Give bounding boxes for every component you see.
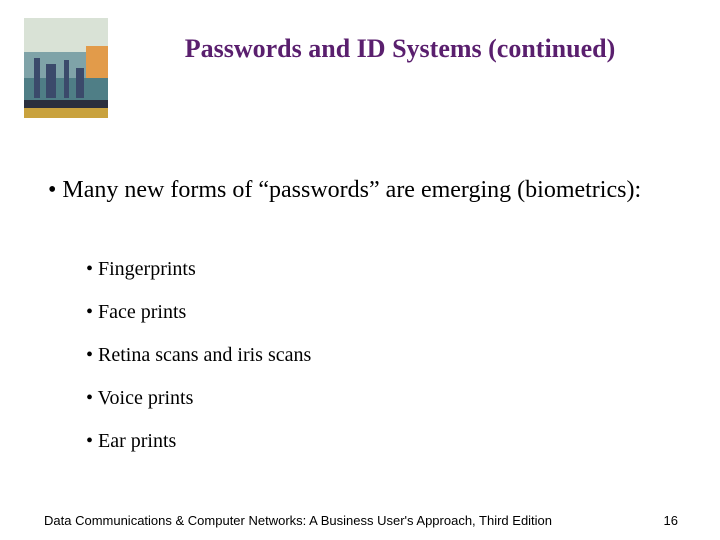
page-number: 16 [663, 513, 678, 528]
cover-building [34, 58, 40, 98]
list-item: • Ear prints [86, 430, 177, 452]
list-item: • Retina scans and iris scans [86, 344, 312, 366]
list-item: • Voice prints [86, 387, 194, 409]
cover-building [76, 68, 84, 98]
main-bullet: • Many new forms of “passwords” are emerging (biometrics): [48, 177, 642, 203]
biometrics-list [86, 254, 311, 469]
list-item: • Face prints [86, 301, 187, 323]
book-cover-image [24, 18, 108, 118]
cover-building [64, 60, 69, 98]
list-item: • Fingerprints [86, 258, 196, 280]
footer-text: Data Communications & Computer Networks: A Business User's Approach, Third Edition [44, 513, 553, 528]
cover-strip [24, 100, 108, 108]
slide-title: Passwords and ID Systems (continued) [184, 34, 616, 63]
cover-accent [86, 46, 108, 78]
cover-base [24, 108, 108, 118]
cover-building [46, 64, 56, 98]
